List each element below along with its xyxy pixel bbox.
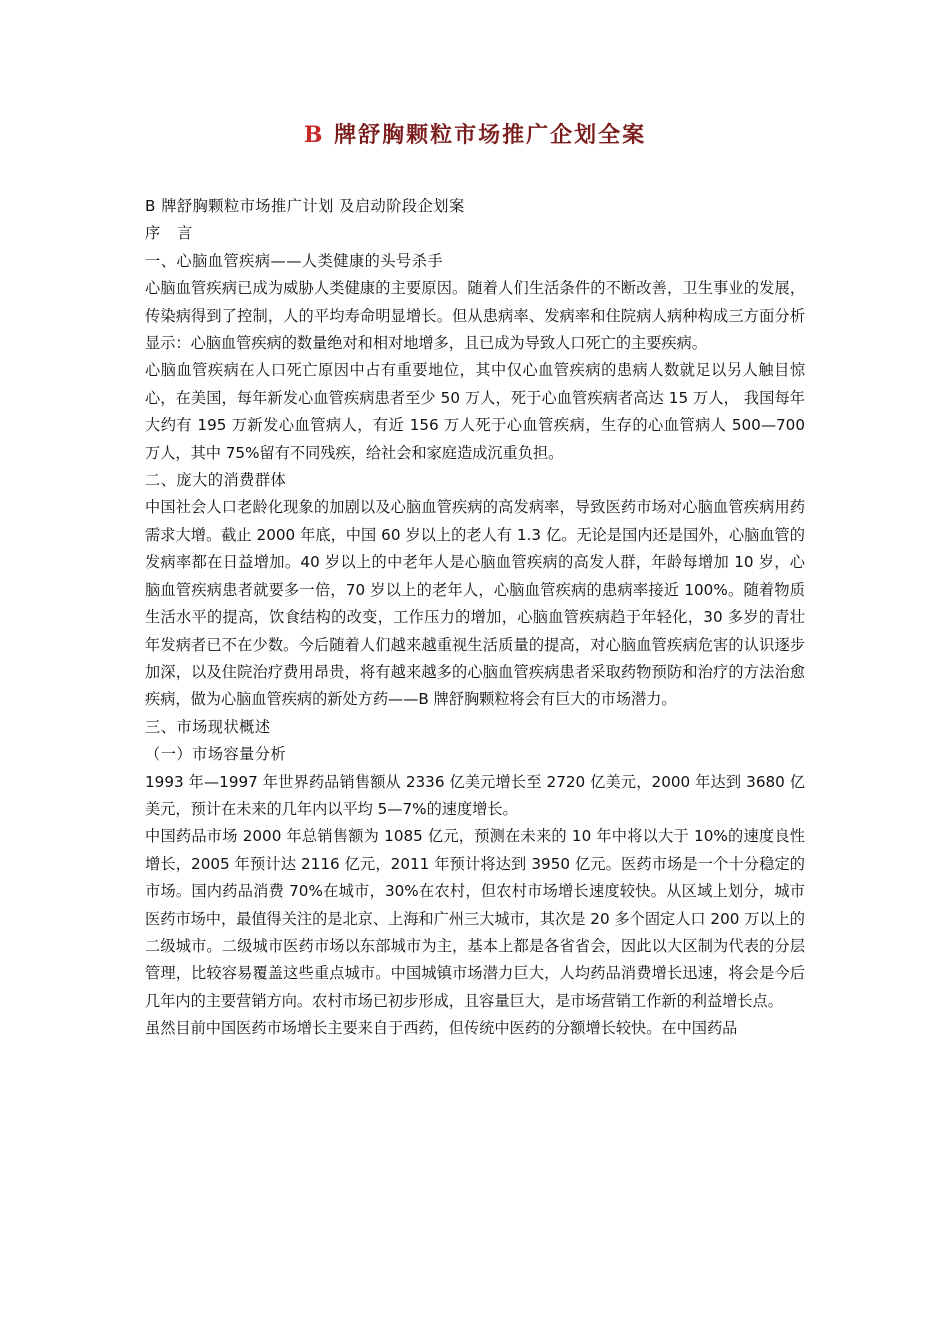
body-paragraph: 中国药品市场 2000 年总销售额为 1085 亿元，预测在未来的 10 年中将以大于 10%的速度良性增长，2005 年预计达 2116 亿元，2011 年预计将达到 3950 亿元。医药市场是一个十分稳定的市场。国内药品消费 70%在城市，30%在农村，但农村市场增长速度较快。从区域上划分，城市医药市场中，最值得关注的是北京、上海和广州三大城市，其次是 20 多个固定人口 200 万以上的二级城市。二级城市医药市场以东部城市为主，基本上都是各省省会，因此以大区制为代表的分层管理，比较容易覆盖这些重点城市。中国城镇市场潜力巨大，人均药品消费增长迅速，将会是今后几年内的主要营销方向。农村市场已初步形成，且容量巨大，是市场营销工作新的利益增长点。 xyxy=(145,827,805,1010)
section-heading-1: 一、心脑血管疾病——人类健康的头号杀手 xyxy=(145,251,444,270)
plan-subtitle: B 牌舒胸颗粒市场推广计划 及启动阶段企划案 xyxy=(145,197,465,215)
title-text: 牌舒胸颗粒市场推广企划全案 xyxy=(324,122,647,148)
title-brand-letter: B xyxy=(303,122,325,148)
body-paragraph: 中国社会人口老龄化现象的加剧以及心脑血管疾病的高发病率，导致医药市场对心脑血管疾病用药需求大增。截止 2000 年底，中国 60 岁以上的老人有 1.3 亿。无论是国内还是国外，心脑血管的发病率都在日益增加。40 岁以上的中老年人是心脑血管疾病的高发人群，年龄每增加 10 岁，心脑血管疾病患者就要多一倍，70 岁以上的老年人，心脑血管疾病的患病率接近 100%。随着物质生活水平的提高，饮食结构的改变，工作压力的增加，心脑血管疾病趋于年轻化，30 多岁的青壮年发病者已不在少数。今后随着人们越来越重视生活质量的提高，对心脑血管疾病危害的认识逐步加深，以及住院治疗费用昂贵，将有越来越多的心脑血管疾病患者采取药物预防和治疗的方法治愈疾病，做为心脑血管疾病的新处方药——B 牌舒胸颗粒将会有巨大的市场潜力。 xyxy=(145,498,805,709)
body-paragraph: 虽然目前中国医药市场增长主要来自于西药，但传统中医药的分额增长较快。在中国药品 xyxy=(145,1019,738,1038)
document-title xyxy=(0,120,950,150)
body-paragraph: 1993 年—1997 年世界药品销售额从 2336 亿美元增长至 2720 亿美元，2000 年达到 3680 亿美元，预计在未来的几年内以平均 5—7%的速度增长。 xyxy=(145,772,805,818)
subsection-heading-1: （一）市场容量分析 xyxy=(145,745,287,764)
section-heading-2: 二、庞大的消费群体 xyxy=(145,471,287,490)
body-paragraph: 心脑血管疾病在人口死亡原因中占有重要地位，其中仅心血管疾病的患病人数就足以另人触目惊心，在美国，每年新发心血管疾病患者至少 50 万人，死于心血管疾病者高达 15 万人， 我国每年大约有 195 万新发心血管病人，有近 156 万人死于心血管疾病，生存的心血管病人 500—700 万人，其中 75%留有不同残疾，给社会和家庭造成沉重负担。 xyxy=(145,361,805,462)
document-body xyxy=(145,193,805,1043)
section-heading-3: 三、市场现状概述 xyxy=(145,717,271,736)
body-paragraph: 心脑血管疾病已成为威胁人类健康的主要原因。随着人们生活条件的不断改善，卫生事业的发展，传染病得到了控制，人的平均寿命明显增长。但从患病率、发病率和住院病人病种构成三方面分析显示：心脑血管疾病的数量绝对和相对地增多，且已成为导致人口死亡的主要疾病。 xyxy=(145,279,805,353)
preface-heading: 序 言 xyxy=(145,224,199,243)
